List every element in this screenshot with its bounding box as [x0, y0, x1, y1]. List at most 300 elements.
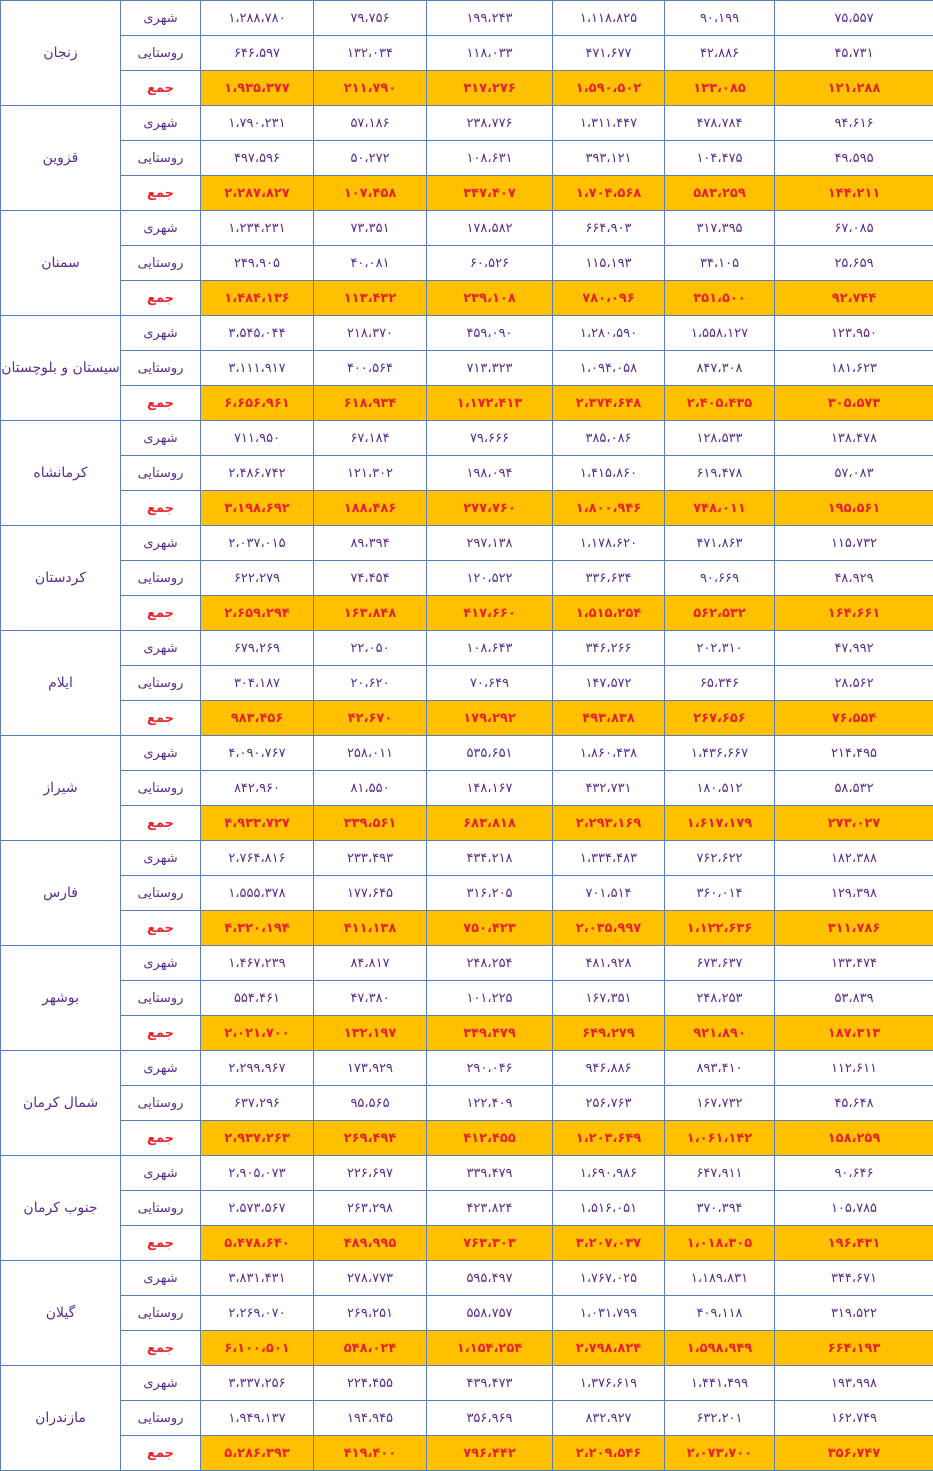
value-cell: ۱،۲۸۰،۵۹۰: [553, 316, 665, 351]
value-cell: ۵۹۵،۴۹۷: [427, 1261, 553, 1296]
value-cell: ۶۴۷،۹۱۱: [665, 1156, 775, 1191]
value-cell: ۴۳۴،۲۱۸: [427, 841, 553, 876]
value-cell: ۲۴۸،۲۵۴: [427, 946, 553, 981]
value-cell: ۹۴۶،۸۸۶: [553, 1051, 665, 1086]
value-cell: ۱،۹۴۹،۱۳۷: [201, 1401, 314, 1436]
value-cell: ۳۸۵،۰۸۶: [553, 421, 665, 456]
value-cell: ۴۸،۹۲۹: [775, 561, 933, 596]
value-cell: ۶۳۲،۲۰۱: [665, 1401, 775, 1436]
row-type-label: شهری: [121, 316, 201, 351]
value-cell: ۵۰،۲۷۲: [314, 141, 427, 176]
value-cell: ۴۸۱،۹۲۸: [553, 946, 665, 981]
value-cell: ۷۶،۵۵۴: [775, 701, 933, 736]
region-name: کردستان: [1, 526, 121, 631]
region-name: مازندران: [1, 1366, 121, 1471]
value-cell: ۶۴۶،۵۹۷: [201, 36, 314, 71]
table-row: [1, 1, 933, 36]
value-cell: ۳۳۶،۶۳۴: [553, 561, 665, 596]
value-cell: ۵۳۵،۶۵۱: [427, 736, 553, 771]
value-cell: ۸۱،۵۵۰: [314, 771, 427, 806]
region-name: شیراز: [1, 736, 121, 841]
row-type-label: روستایی: [121, 981, 201, 1016]
value-cell: ۳۰۴،۱۸۷: [201, 666, 314, 701]
value-cell: ۲،۹۳۷،۲۶۳: [201, 1121, 314, 1156]
value-cell: ۴۷،۹۹۲: [775, 631, 933, 666]
value-cell: ۲۹۷،۱۳۸: [427, 526, 553, 561]
value-cell: ۳،۱۹۸،۶۹۲: [201, 491, 314, 526]
row-type-label: روستایی: [121, 771, 201, 806]
value-cell: ۱۹۹،۲۴۳: [427, 1, 553, 36]
table-row: [1, 141, 933, 176]
value-cell: ۱۸۲،۳۸۸: [775, 841, 933, 876]
value-cell: ۹۵،۵۶۵: [314, 1086, 427, 1121]
value-cell: ۷۹،۷۵۶: [314, 1, 427, 36]
region-name: گیلان: [1, 1261, 121, 1366]
value-cell: ۱۷۷،۶۴۵: [314, 876, 427, 911]
value-cell: ۱۹۴،۹۴۵: [314, 1401, 427, 1436]
table-row: [1, 701, 933, 736]
row-type-label: جمع: [121, 281, 201, 316]
region-name: زنجان: [1, 1, 121, 106]
value-cell: ۳۴۴،۶۷۱: [775, 1261, 933, 1296]
value-cell: ۱،۱۷۸،۶۲۰: [553, 526, 665, 561]
value-cell: ۵۸،۵۳۲: [775, 771, 933, 806]
value-cell: ۱۶۳،۸۴۸: [314, 596, 427, 631]
value-cell: ۷۶۳،۳۰۳: [427, 1226, 553, 1261]
table-row: [1, 211, 933, 246]
value-cell: ۴۷۱،۸۶۳: [665, 526, 775, 561]
value-cell: ۷۶۲،۶۲۲: [665, 841, 775, 876]
value-cell: ۲،۲۰۹،۵۴۶: [553, 1436, 665, 1471]
value-cell: ۶۴۹،۲۷۹: [553, 1016, 665, 1051]
row-type-label: شهری: [121, 106, 201, 141]
value-cell: ۱۱۸،۰۳۳: [427, 36, 553, 71]
value-cell: ۲۴۸،۲۵۳: [665, 981, 775, 1016]
value-cell: ۴۳۹،۴۷۳: [427, 1366, 553, 1401]
value-cell: ۳،۲۰۷،۰۳۷: [553, 1226, 665, 1261]
row-type-label: جمع: [121, 1226, 201, 1261]
region-name: بوشهر: [1, 946, 121, 1051]
row-type-label: شهری: [121, 526, 201, 561]
value-cell: ۲۷۳،۰۲۷: [775, 806, 933, 841]
value-cell: ۴،۳۲۰،۱۹۴: [201, 911, 314, 946]
value-cell: ۲،۴۰۵،۴۳۵: [665, 386, 775, 421]
value-cell: ۳۴،۱۰۵: [665, 246, 775, 281]
row-type-label: شهری: [121, 946, 201, 981]
value-cell: ۱،۲۳۴،۲۳۱: [201, 211, 314, 246]
table-row: [1, 176, 933, 211]
value-cell: ۱،۱۵۴،۲۵۴: [427, 1331, 553, 1366]
value-cell: ۳۴۷،۴۰۷: [427, 176, 553, 211]
value-cell: ۳،۸۳۱،۴۳۱: [201, 1261, 314, 1296]
value-cell: ۲۶۹،۲۵۱: [314, 1296, 427, 1331]
table-row: [1, 1051, 933, 1086]
value-cell: ۳،۳۳۷،۲۵۶: [201, 1366, 314, 1401]
value-cell: ۲۰،۶۲۰: [314, 666, 427, 701]
value-cell: ۷۵۰،۴۲۳: [427, 911, 553, 946]
value-cell: ۲۲۴،۴۵۵: [314, 1366, 427, 1401]
table-row: [1, 246, 933, 281]
value-cell: ۳۵۱،۵۰۰: [665, 281, 775, 316]
value-cell: ۲۵،۶۵۹: [775, 246, 933, 281]
value-cell: ۱،۶۱۷،۱۷۹: [665, 806, 775, 841]
value-cell: ۱،۴۳۶،۶۶۷: [665, 736, 775, 771]
value-cell: ۱۰۱،۲۲۵: [427, 981, 553, 1016]
table-row: [1, 1296, 933, 1331]
row-type-label: روستایی: [121, 351, 201, 386]
value-cell: ۴۰۰،۵۶۴: [314, 351, 427, 386]
region-name: قزوین: [1, 106, 121, 211]
table-row: [1, 666, 933, 701]
value-cell: ۱۴۸،۱۶۷: [427, 771, 553, 806]
row-type-label: روستایی: [121, 666, 201, 701]
value-cell: ۳۱۹،۵۲۲: [775, 1296, 933, 1331]
value-cell: ۵۵۴،۴۶۱: [201, 981, 314, 1016]
value-cell: ۱،۵۵۸،۱۲۷: [665, 316, 775, 351]
value-cell: ۹۰،۶۶۹: [665, 561, 775, 596]
table-row: [1, 71, 933, 106]
value-cell: ۳،۱۱۱،۹۱۷: [201, 351, 314, 386]
region-name: کرمانشاه: [1, 421, 121, 526]
value-cell: ۱۲۱،۳۰۲: [314, 456, 427, 491]
value-cell: ۳۳۹،۵۶۱: [314, 806, 427, 841]
value-cell: ۶۰،۵۲۶: [427, 246, 553, 281]
value-cell: ۷۸۰،۰۹۶: [553, 281, 665, 316]
value-cell: ۴۱۲،۴۵۵: [427, 1121, 553, 1156]
value-cell: ۱۶۴،۶۶۱: [775, 596, 933, 631]
value-cell: ۲۶۷،۶۵۶: [665, 701, 775, 736]
value-cell: ۴۷،۳۸۰: [314, 981, 427, 1016]
value-cell: ۱۱۳،۴۳۲: [314, 281, 427, 316]
value-cell: ۱۶۲،۷۴۹: [775, 1401, 933, 1436]
value-cell: ۱۹۸،۰۹۴: [427, 456, 553, 491]
value-cell: ۲،۰۳۵،۹۹۷: [553, 911, 665, 946]
table-row: [1, 981, 933, 1016]
value-cell: ۲۳۳،۴۹۳: [314, 841, 427, 876]
row-type-label: شهری: [121, 1366, 201, 1401]
row-type-label: روستایی: [121, 876, 201, 911]
value-cell: ۷۰۱،۵۱۴: [553, 876, 665, 911]
value-cell: ۲۱۴،۴۹۵: [775, 736, 933, 771]
value-cell: ۸۴۲،۹۶۰: [201, 771, 314, 806]
value-cell: ۴۳۲،۷۳۱: [553, 771, 665, 806]
value-cell: ۴۲،۶۷۰: [314, 701, 427, 736]
value-cell: ۱،۱۸۹،۸۳۱: [665, 1261, 775, 1296]
table-row: [1, 1086, 933, 1121]
row-type-label: جمع: [121, 1436, 201, 1471]
table-row: [1, 526, 933, 561]
value-cell: ۲۱۱،۷۹۰: [314, 71, 427, 106]
value-cell: ۲۵۸،۰۱۱: [314, 736, 427, 771]
value-cell: ۲،۷۹۸،۸۲۴: [553, 1331, 665, 1366]
value-cell: ۱۸۸،۴۸۶: [314, 491, 427, 526]
value-cell: ۸۹۳،۴۱۰: [665, 1051, 775, 1086]
value-cell: ۱۹۶،۴۳۱: [775, 1226, 933, 1261]
table-row: [1, 456, 933, 491]
value-cell: ۲،۲۹۳،۱۶۹: [553, 806, 665, 841]
table-row: [1, 421, 933, 456]
value-cell: ۱۴۴،۲۱۱: [775, 176, 933, 211]
value-cell: ۴۹۷،۵۹۶: [201, 141, 314, 176]
value-cell: ۱،۸۶۰،۴۳۸: [553, 736, 665, 771]
row-type-label: جمع: [121, 806, 201, 841]
value-cell: ۱،۰۱۸،۳۰۵: [665, 1226, 775, 1261]
value-cell: ۶۱۹،۴۷۸: [665, 456, 775, 491]
row-type-label: جمع: [121, 71, 201, 106]
value-cell: ۷۹،۶۶۶: [427, 421, 553, 456]
value-cell: ۷۹۶،۴۴۲: [427, 1436, 553, 1471]
value-cell: ۲،۳۷۴،۶۴۸: [553, 386, 665, 421]
table-row: [1, 771, 933, 806]
value-cell: ۵۳،۸۳۹: [775, 981, 933, 1016]
value-cell: ۲،۷۶۴،۸۱۶: [201, 841, 314, 876]
row-type-label: روستایی: [121, 1401, 201, 1436]
value-cell: ۵،۲۸۶،۳۹۳: [201, 1436, 314, 1471]
value-cell: ۱۰۸،۶۴۳: [427, 631, 553, 666]
row-type-label: شهری: [121, 736, 201, 771]
value-cell: ۳۵۶،۷۴۷: [775, 1436, 933, 1471]
value-cell: ۱۸۷،۳۱۳: [775, 1016, 933, 1051]
region-name: سمنان: [1, 211, 121, 316]
value-cell: ۵،۴۷۸،۶۴۰: [201, 1226, 314, 1261]
region-name: فارس: [1, 841, 121, 946]
value-cell: ۴۷۱،۶۷۷: [553, 36, 665, 71]
value-cell: ۱۲۰،۵۲۲: [427, 561, 553, 596]
value-cell: ۴۸۹،۹۹۵: [314, 1226, 427, 1261]
value-cell: ۵۴۸،۰۲۴: [314, 1331, 427, 1366]
value-cell: ۲۴۹،۹۰۵: [201, 246, 314, 281]
value-cell: ۶۱۸،۹۳۴: [314, 386, 427, 421]
value-cell: ۴۹۳،۸۳۸: [553, 701, 665, 736]
value-cell: ۱،۰۶۱،۱۴۲: [665, 1121, 775, 1156]
value-cell: ۴۷۸،۷۸۴: [665, 106, 775, 141]
value-cell: ۶۵،۳۴۶: [665, 666, 775, 701]
value-cell: ۷۰،۶۴۹: [427, 666, 553, 701]
row-type-label: روستایی: [121, 36, 201, 71]
value-cell: ۹۲،۷۴۴: [775, 281, 933, 316]
value-cell: ۹۸۳،۴۵۶: [201, 701, 314, 736]
table-row: [1, 596, 933, 631]
value-cell: ۱۷۸،۵۸۲: [427, 211, 553, 246]
value-cell: ۹۲۱،۸۹۰: [665, 1016, 775, 1051]
value-cell: ۲۶۹،۴۹۴: [314, 1121, 427, 1156]
value-cell: ۶۷۹،۲۶۹: [201, 631, 314, 666]
value-cell: ۴،۹۳۳،۷۲۷: [201, 806, 314, 841]
value-cell: ۲،۲۶۹،۰۷۰: [201, 1296, 314, 1331]
value-cell: ۲۷۸،۷۷۳: [314, 1261, 427, 1296]
table-row: [1, 1436, 933, 1471]
value-cell: ۷۱۳،۳۲۳: [427, 351, 553, 386]
table-row: [1, 806, 933, 841]
value-cell: ۷۴۸،۰۱۱: [665, 491, 775, 526]
value-cell: ۲۳۹،۱۰۸: [427, 281, 553, 316]
value-cell: ۲،۰۷۳،۷۰۰: [665, 1436, 775, 1471]
row-type-label: روستایی: [121, 141, 201, 176]
value-cell: ۶۶۴،۱۹۳: [775, 1331, 933, 1366]
table-row: [1, 106, 933, 141]
value-cell: ۱،۷۶۷،۰۲۵: [553, 1261, 665, 1296]
value-cell: ۹۰،۶۴۶: [775, 1156, 933, 1191]
value-cell: ۳۱۶،۲۰۵: [427, 876, 553, 911]
value-cell: ۱۳۲،۱۹۷: [314, 1016, 427, 1051]
value-cell: ۲،۶۵۹،۲۹۴: [201, 596, 314, 631]
table-row: [1, 841, 933, 876]
region-name: سیستان و بلوچستان: [1, 316, 121, 421]
value-cell: ۳۰۵،۵۷۳: [775, 386, 933, 421]
value-cell: ۱،۷۹۰،۲۳۱: [201, 106, 314, 141]
value-cell: ۱،۱۷۲،۴۱۳: [427, 386, 553, 421]
table-row: [1, 1226, 933, 1261]
row-type-label: شهری: [121, 211, 201, 246]
value-cell: ۸۹،۳۹۴: [314, 526, 427, 561]
table-row: [1, 1121, 933, 1156]
value-cell: ۱،۳۱۱،۴۴۷: [553, 106, 665, 141]
value-cell: ۴۱۱،۱۳۸: [314, 911, 427, 946]
value-cell: ۱۵۸،۲۵۹: [775, 1121, 933, 1156]
value-cell: ۲،۲۸۷،۸۲۷: [201, 176, 314, 211]
value-cell: ۳۵۶،۹۶۹: [427, 1401, 553, 1436]
value-cell: ۴۱۹،۴۰۰: [314, 1436, 427, 1471]
value-cell: ۴۰۹،۱۱۸: [665, 1296, 775, 1331]
value-cell: ۱،۱۱۸،۸۲۵: [553, 1, 665, 36]
value-cell: ۳۴۶،۲۶۶: [553, 631, 665, 666]
row-type-label: روستایی: [121, 246, 201, 281]
value-cell: ۱۲۹،۳۹۸: [775, 876, 933, 911]
value-cell: ۹۴،۶۱۶: [775, 106, 933, 141]
value-cell: ۱۸۱،۶۲۳: [775, 351, 933, 386]
table-row: [1, 351, 933, 386]
table-row: [1, 1191, 933, 1226]
value-cell: ۲،۲۹۹،۹۶۷: [201, 1051, 314, 1086]
table-row: [1, 1366, 933, 1401]
value-cell: ۳۱۷،۳۹۵: [665, 211, 775, 246]
value-cell: ۱،۷۰۴،۵۶۸: [553, 176, 665, 211]
value-cell: ۶۷،۰۸۵: [775, 211, 933, 246]
value-cell: ۱۳۳،۰۸۵: [665, 71, 775, 106]
table-row: [1, 946, 933, 981]
value-cell: ۱،۵۹۰،۵۰۲: [553, 71, 665, 106]
row-type-label: شهری: [121, 1261, 201, 1296]
row-type-label: شهری: [121, 1051, 201, 1086]
value-cell: ۱،۳۳۴،۴۸۳: [553, 841, 665, 876]
table-row: [1, 281, 933, 316]
value-cell: ۲۵۶،۷۶۳: [553, 1086, 665, 1121]
value-cell: ۱،۰۹۴،۰۵۸: [553, 351, 665, 386]
value-cell: ۱۲۲،۴۰۹: [427, 1086, 553, 1121]
value-cell: ۷۱۱،۹۵۰: [201, 421, 314, 456]
table-row: [1, 1261, 933, 1296]
value-cell: ۱۷۹،۲۹۲: [427, 701, 553, 736]
value-cell: ۱،۵۱۵،۲۵۴: [553, 596, 665, 631]
row-type-label: جمع: [121, 1331, 201, 1366]
row-type-label: شهری: [121, 841, 201, 876]
row-type-label: شهری: [121, 1, 201, 36]
value-cell: ۱،۲۰۳،۶۴۹: [553, 1121, 665, 1156]
value-cell: ۲۷۷،۷۶۰: [427, 491, 553, 526]
value-cell: ۱۲۱،۲۸۸: [775, 71, 933, 106]
value-cell: ۲،۰۳۷،۰۱۵: [201, 526, 314, 561]
value-cell: ۴۵۹،۰۹۰: [427, 316, 553, 351]
value-cell: ۱۱۲،۶۱۱: [775, 1051, 933, 1086]
value-cell: ۱،۰۳۱،۷۹۹: [553, 1296, 665, 1331]
value-cell: ۷۳،۳۵۱: [314, 211, 427, 246]
value-cell: ۱۳۳،۴۷۴: [775, 946, 933, 981]
value-cell: ۱۰۴،۴۷۵: [665, 141, 775, 176]
value-cell: ۱۲۸،۵۳۳: [665, 421, 775, 456]
table-row: [1, 386, 933, 421]
value-cell: ۶۲۲،۲۷۹: [201, 561, 314, 596]
value-cell: ۷۴،۴۵۴: [314, 561, 427, 596]
value-cell: ۱،۱۲۲،۶۳۶: [665, 911, 775, 946]
value-cell: ۱،۹۳۵،۳۷۷: [201, 71, 314, 106]
value-cell: ۵۵۸،۷۵۷: [427, 1296, 553, 1331]
value-cell: ۲۲۶،۶۹۷: [314, 1156, 427, 1191]
row-type-label: شهری: [121, 421, 201, 456]
value-cell: ۱،۶۹۰،۹۸۶: [553, 1156, 665, 1191]
row-type-label: شهری: [121, 1156, 201, 1191]
value-cell: ۱،۳۷۶،۶۱۹: [553, 1366, 665, 1401]
value-cell: ۴۲،۸۸۶: [665, 36, 775, 71]
value-cell: ۱۹۵،۵۶۱: [775, 491, 933, 526]
value-cell: ۱،۴۸۴،۱۳۶: [201, 281, 314, 316]
value-cell: ۲۲،۰۵۰: [314, 631, 427, 666]
value-cell: ۳۱۱،۷۸۶: [775, 911, 933, 946]
value-cell: ۲۱۸،۳۷۰: [314, 316, 427, 351]
table-row: [1, 316, 933, 351]
value-cell: ۲۹۰،۰۴۶: [427, 1051, 553, 1086]
value-cell: ۳۷۰،۳۹۴: [665, 1191, 775, 1226]
region-name: شمال کرمان: [1, 1051, 121, 1156]
value-cell: ۱۱۵،۷۳۲: [775, 526, 933, 561]
value-cell: ۴۰،۰۸۱: [314, 246, 427, 281]
row-type-label: روستایی: [121, 456, 201, 491]
value-cell: ۴۲۳،۸۲۴: [427, 1191, 553, 1226]
value-cell: ۶۸۳،۸۱۸: [427, 806, 553, 841]
row-type-label: جمع: [121, 1121, 201, 1156]
value-cell: ۲،۵۷۳،۵۶۷: [201, 1191, 314, 1226]
row-type-label: روستایی: [121, 1191, 201, 1226]
value-cell: ۱۳۸،۴۷۸: [775, 421, 933, 456]
value-cell: ۲۰۲،۳۱۰: [665, 631, 775, 666]
value-cell: ۱۰۸،۶۳۱: [427, 141, 553, 176]
value-cell: ۳۶۰،۰۱۴: [665, 876, 775, 911]
value-cell: ۱۰۷،۴۵۸: [314, 176, 427, 211]
value-cell: ۳۱۷،۲۷۶: [427, 71, 553, 106]
value-cell: ۸۴،۸۱۷: [314, 946, 427, 981]
table-row: [1, 736, 933, 771]
value-cell: ۱۲۳،۹۵۰: [775, 316, 933, 351]
value-cell: ۲،۹۰۵،۰۷۳: [201, 1156, 314, 1191]
row-type-label: جمع: [121, 176, 201, 211]
region-name: جنوب کرمان: [1, 1156, 121, 1261]
row-type-label: جمع: [121, 491, 201, 526]
value-cell: ۱،۸۰۰،۹۴۶: [553, 491, 665, 526]
value-cell: ۳،۵۴۵،۰۴۴: [201, 316, 314, 351]
value-cell: ۲،۰۲۱،۷۰۰: [201, 1016, 314, 1051]
table-row: [1, 1401, 933, 1436]
value-cell: ۱۶۷،۳۵۱: [553, 981, 665, 1016]
value-cell: ۶۳۷،۲۹۶: [201, 1086, 314, 1121]
value-cell: ۲۶۳،۲۹۸: [314, 1191, 427, 1226]
value-cell: ۱،۴۶۷،۲۳۹: [201, 946, 314, 981]
table-row: [1, 876, 933, 911]
value-cell: ۵۶۲،۵۳۲: [665, 596, 775, 631]
row-type-label: جمع: [121, 596, 201, 631]
table-row: [1, 1016, 933, 1051]
value-cell: ۵۷،۱۸۶: [314, 106, 427, 141]
table-row: [1, 911, 933, 946]
table-row: [1, 491, 933, 526]
